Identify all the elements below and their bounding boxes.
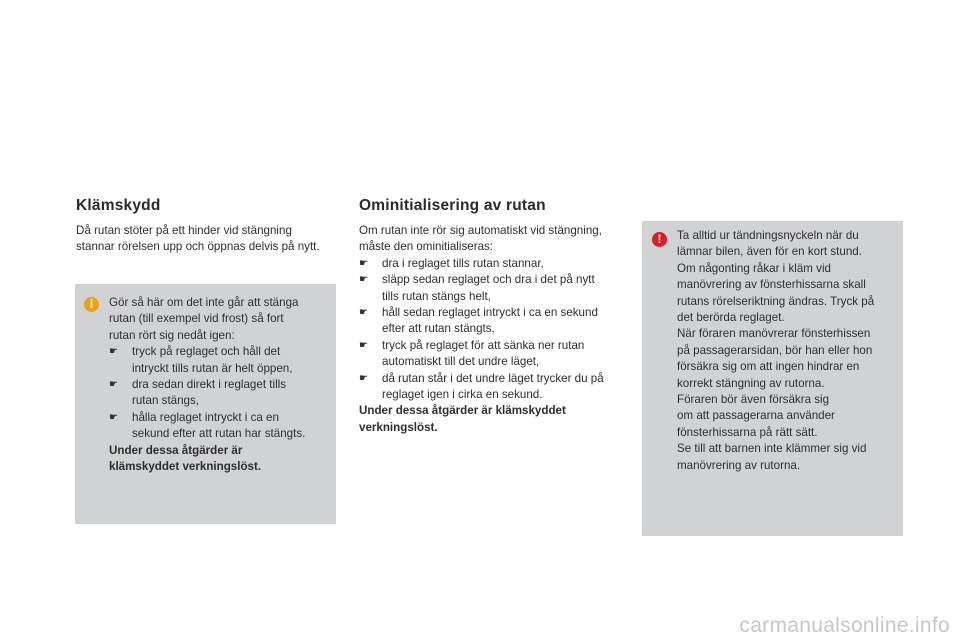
- warning-icon: !: [652, 232, 667, 247]
- bullet-line: släpp sedan reglaget och dra i det på nytt: [382, 273, 595, 287]
- warning-box: [642, 221, 903, 536]
- bullet-hand-icon: ☛: [109, 411, 118, 423]
- bullet-line: sekund efter att rutan har stängts.: [132, 427, 306, 441]
- intro-line: Om rutan inte rör sig automatiskt vid stängning,: [359, 224, 602, 237]
- list-item: [359, 338, 629, 371]
- info-bullet-list: [109, 344, 331, 442]
- heading-ominitialisering: Ominitialisering av rutan: [359, 197, 546, 214]
- bullet-line: efter att rutan stängts,: [382, 322, 495, 336]
- intro-line: Då rutan stöter på ett hinder vid stängning: [76, 224, 292, 237]
- heading-klamskydd: Klämskydd: [76, 197, 161, 214]
- bold-line: klämskyddet verkningslöst.: [109, 460, 262, 474]
- ominitialisering-content: [359, 223, 629, 436]
- bold-line: Under dessa åtgärder är klämskyddet: [359, 404, 566, 418]
- bullet-line: automatiskt till det undre läget,: [382, 355, 540, 369]
- warning-line: på passagerarsidan, bör han eller hon: [677, 343, 873, 357]
- bullet-hand-icon: ☛: [359, 274, 368, 286]
- bullet-line: dra i reglaget tills rutan stannar,: [382, 256, 544, 270]
- bullet-line: reglaget igen i cirka en sekund.: [382, 388, 543, 402]
- left-column: [76, 197, 341, 256]
- warning-line: lämnar bilen, även för en kort stund.: [677, 245, 862, 259]
- intro-line: stannar rörelsen upp och öppnas delvis på nytt.: [76, 240, 320, 254]
- list-item: [359, 256, 629, 272]
- info-icon: i: [84, 297, 99, 312]
- bullet-line: då rutan står i det undre läget trycker du på: [382, 371, 604, 385]
- bullet-line: rutan stängs,: [132, 394, 200, 408]
- list-item: [359, 305, 629, 338]
- bullet-line: tills rutan stängs helt,: [382, 289, 491, 303]
- bullet-line: hålla reglaget intryckt i ca en: [132, 410, 279, 424]
- warning-line: om att passagerarna använder: [677, 409, 835, 423]
- reinit-bullet-list: [359, 256, 629, 404]
- warning-line: fönsterhissarna på rätt sätt.: [677, 425, 818, 439]
- warning-line: Om någonting råkar i kläm vid: [677, 261, 832, 275]
- warning-line: Föraren bör även försäkra sig: [677, 393, 830, 407]
- middle-column: [359, 197, 629, 436]
- bullet-hand-icon: ☛: [359, 372, 368, 384]
- bullet-hand-icon: ☛: [359, 257, 368, 269]
- warning-line: det berörda reglaget.: [677, 311, 785, 325]
- warning-line: Ta alltid ur tändningsnyckeln när du: [677, 229, 859, 242]
- list-item: [359, 272, 629, 305]
- bullet-line: tryck på reglaget och håll det: [132, 345, 281, 359]
- warning-line: rutans rörelseriktning ändras. Tryck på: [677, 294, 875, 308]
- info-line: rutan (till exempel vid frost) så fort: [109, 312, 284, 326]
- bullet-line: dra sedan direkt i reglaget tills: [132, 378, 287, 392]
- info-box-content: [109, 295, 331, 475]
- bullet-hand-icon: ☛: [109, 379, 118, 391]
- bullet-hand-icon: ☛: [359, 307, 368, 319]
- warning-line: När föraren manövrerar fönsterhissen: [677, 327, 871, 341]
- warning-box-content: [677, 228, 901, 474]
- warning-line: försäkra sig om att ingen hindrar en: [677, 360, 860, 374]
- warning-line: korrekt stängning av rutorna.: [677, 376, 825, 390]
- klamskydd-intro: [76, 223, 341, 256]
- warning-line: manövrering av fönsterhissarna skall: [677, 278, 866, 292]
- bold-line: verkningslöst.: [359, 420, 438, 434]
- bold-line: Under dessa åtgärder är: [109, 443, 243, 457]
- warning-line: Se till att barnen inte klämmer sig vid: [677, 442, 867, 456]
- warning-line: manövrering av rutorna.: [677, 458, 801, 472]
- bullet-line: håll sedan reglaget intryckt i ca en sekund: [382, 306, 598, 320]
- bullet-line: intryckt tills rutan är helt öppen,: [132, 361, 293, 375]
- list-item: [109, 410, 331, 443]
- list-item: [359, 371, 629, 404]
- info-box: [75, 284, 336, 524]
- bullet-hand-icon: ☛: [359, 339, 368, 351]
- list-item: [109, 344, 331, 377]
- reinit-warning-note: [359, 403, 629, 436]
- bullet-hand-icon: ☛: [109, 346, 118, 358]
- bullet-line: tryck på reglaget för att sänka ner rutan: [382, 338, 585, 352]
- watermark: carmanualsonline.info: [739, 614, 950, 637]
- list-item: [109, 377, 331, 410]
- info-line: rutan rört sig nedåt igen:: [109, 328, 235, 342]
- info-warning-note: [109, 443, 331, 476]
- intro-line: måste den ominitialiseras:: [359, 240, 494, 254]
- info-line: Gör så här om det inte går att stänga: [109, 296, 299, 309]
